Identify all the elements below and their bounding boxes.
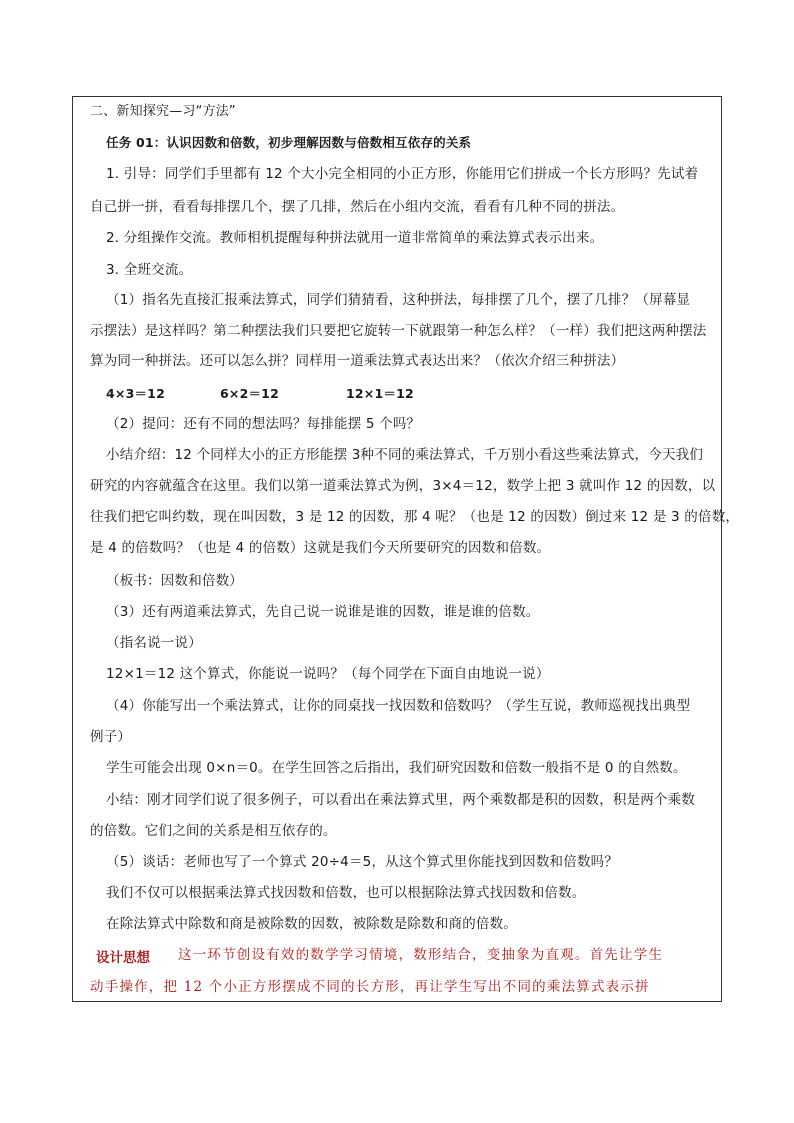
paragraph-group: 2. 分组操作交流。教师相机提醒每种拼法就用一道非常简单的乘法算式表示出来。 [106,230,604,246]
paragraph-summary-cont: 研究的内容就蕴含在这里。我们以第一道乘法算式为例，3×4＝12，数学上把 3 就叫作 12 的因数，以 [90,478,716,494]
paragraph-zero: 学生可能会出现 0×n＝0。在学生回答之后指出，我们研究因数和倍数一般指不是 0 的自然数。 [106,760,687,776]
paragraph-name-say: （指名说一说） [106,635,202,651]
paragraph-report-cont: 示摆法）是这样吗？第二种摆法我们只要把它旋转一下就跟第一种怎么样？（一样）我们把这两种摆法 [90,323,707,339]
paragraph-question: （2）提问：还有不同的想法吗？每排能摆 5 个吗？ [106,416,421,432]
paragraph-guide: 1. 引导：同学们手里都有 12 个大小完全相同的小正方形，你能用它们拼成一个长方形吗？先试着 [106,166,699,182]
paragraph-division: （5）谈话：老师也写了一个算式 20÷4＝5，从这个算式里你能找到因数和倍数吗？ [106,854,619,870]
equation-2: 6×2＝12 [220,386,279,401]
paragraph-conclusion: 小结：刚才同学们说了很多例子，可以看出在乘法算式里，两个乘数都是积的因数，积是两个乘数 [106,792,696,808]
paragraph-conclusion-cont: 的倍数。它们之间的关系是相互依存的。 [90,823,337,839]
paragraph-summary-cont2: 往我们把它叫约数，现在叫因数，3 是 12 的因数，那 4 呢？（也是 12 的因数）倒过来 12 是 3 的倍数， [90,509,740,525]
paragraph-report-cont2: 算为同一种拼法。还可以怎么拼？同样用一道乘法算式表达出来？（依次介绍三种拼法） [90,353,625,369]
paragraph-summary-cont3: 是 4 的倍数吗？（也是 4 的倍数）这就是我们今天所要研究的因数和倍数。 [90,540,551,556]
paragraph-summary: 小结介绍：12 个同样大小的正方形能摆 3种不同的乘法算式，千万别小看这些乘法算式，今天我们 [106,447,704,463]
section-title: 二、新知探究—习“方法” [90,104,236,119]
paragraph-write-cont: 例子） [90,729,132,745]
paragraph-report: （1）指名先直接汇报乘法算式，同学们猜猜看，这种拼法，每排摆了几个，摆了几排？（屏幕显 [106,292,691,308]
design-thought-line1: 这一环节创设有效的数学学习情境，数形结合，变抽象为直观。首先让学生 [178,947,664,963]
paragraph-board: （板书：因数和倍数） [106,573,243,589]
paragraph-division-note: 我们不仅可以根据乘法算式找因数和倍数，也可以根据除法算式找因数和倍数。 [106,885,586,901]
task-title: 任务 01：认识因数和倍数，初步理解因数与倍数相互依存的关系 [106,135,472,150]
equation-1: 4×3＝12 [106,386,165,401]
paragraph-class: 3. 全班交流。 [106,262,193,278]
paragraph-division-rule: 在除法算式中除数和商是被除数的因数，被除数是除数和商的倍数。 [106,916,517,932]
paragraph-two-more: （3）还有两道乘法算式，先自己说一说谁是谁的因数，谁是谁的倍数。 [106,604,540,620]
design-thought-label: 设计思想 [96,950,150,966]
design-thought-line2: 动手操作，把 12 个小正方形摆成不同的长方形，再让学生写出不同的乘法算式表示拼 [90,979,650,995]
paragraph-guide-cont: 自己拼一拼，看看每排摆几个，摆了几排，然后在小组内交流，看看有几种不同的拼法。 [90,199,625,215]
paragraph-12x1: 12×1＝12 这个算式，你能说一说吗？（每个同学在下面自由地说一说） [106,666,550,682]
paragraph-write: （4）你能写出一个乘法算式，让你的同桌找一找因数和倍数吗？（学生互说，教师巡视找出典型 [106,698,691,714]
equation-3: 12×1＝12 [346,386,414,401]
